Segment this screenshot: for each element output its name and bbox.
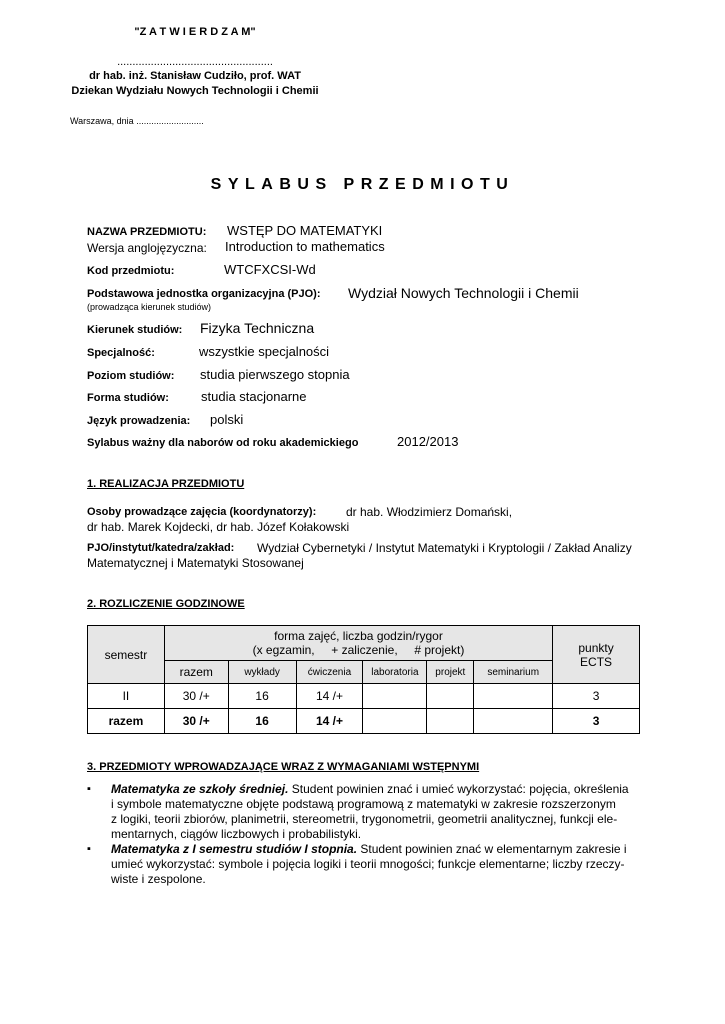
prereq-text: Student powinien znać w elementarnym zakresie i <box>360 842 627 856</box>
subheader-projekt: projekt <box>427 661 474 684</box>
prereq-text: z logiki, teorii zbiorów, planimetrii, stereometrii, trygonometrii, geometrii analitycznej, funkcji ele- <box>111 812 618 826</box>
cell-ects: 3 <box>553 709 640 734</box>
level-value: studia pierwszego stopnia <box>200 367 350 382</box>
cell-cwiczenia: 14 /+ <box>296 684 363 709</box>
cell-cwiczenia: 14 /+ <box>296 709 363 734</box>
unit-label: PJO/instytut/katedra/zakład: <box>87 542 235 554</box>
english-value: Introduction to mathematics <box>225 239 385 254</box>
header-form-line2: (x egzamin, + zaliczenie, # projekt) <box>252 643 465 657</box>
signature-line: ................................................... <box>117 56 273 68</box>
header-semester: semestr <box>88 626 165 684</box>
bullet-icon: ▪ <box>87 783 91 795</box>
valid-value: 2012/2013 <box>397 434 459 449</box>
lang-value: polski <box>210 412 244 427</box>
subheader-laboratoria: laboratoria <box>363 661 427 684</box>
code-label: Kod przedmiotu: <box>87 265 175 277</box>
persons-label: Osoby prowadzące zajęcia (koordynatorzy): <box>87 506 317 518</box>
cell-projekt <box>427 709 474 734</box>
pjo-label: Podstawowa jednostka organizacyjna (PJO): <box>87 288 321 300</box>
table-row <box>88 684 640 709</box>
list-item <box>87 782 647 842</box>
prereq-text: umieć wykorzystać: symbole i pojęcia logiki i teorii mnogości; funkcje elementarne; liczby rzeczy- <box>111 857 625 871</box>
persons-value-2: dr hab. Marek Kojdecki, dr hab. Józef Kołakowski <box>87 520 350 534</box>
header-ects-label: punkty ECTS <box>578 640 614 669</box>
cell-laboratoria <box>363 684 427 709</box>
page-title: SYLABUS PRZEDMIOTU <box>210 176 515 193</box>
cell-razem: 30 /+ <box>164 684 228 709</box>
prereq-title: Matematyka ze szkoły średniej. <box>111 782 289 796</box>
unit-value-1: Wydział Cybernetyki / Instytut Matematyki i Kryptologii / Zakład Analizy <box>257 541 632 555</box>
list-item <box>87 842 647 887</box>
section2-heading: 2. ROZLICZENIE GODZINOWE <box>87 598 245 610</box>
name-label: NAZWA PRZEDMIOTU: <box>87 226 207 238</box>
prereq-text: wiste i zespolone. <box>111 872 206 886</box>
direction-value: Fizyka Techniczna <box>200 320 315 336</box>
persons-value-1: dr hab. Włodzimierz Domański, <box>346 505 513 519</box>
name-value: WSTĘP DO MATEMATYKI <box>227 223 383 238</box>
prereq-text: Student powinien znać i umieć wykorzystać: pojęcia, określenia <box>291 782 629 796</box>
table-row-total <box>88 709 640 734</box>
cell-wyklady: 16 <box>228 684 296 709</box>
cell-seminarium <box>474 709 553 734</box>
hours-table <box>87 625 640 734</box>
unit-value-2: Matematycznej i Matematyki Stosowanej <box>87 556 304 570</box>
prereq-title: Matematyka z I semestru studiów I stopnia. <box>111 842 358 856</box>
pjo-value: Wydział Nowych Technologii i Chemii <box>348 285 579 301</box>
spec-value: wszystkie specjalności <box>199 344 330 359</box>
level-label: Poziom studiów: <box>87 370 175 382</box>
prereq-text: mentarnych, ciągów liczbowych i probabilistyki. <box>111 827 362 841</box>
cell-seminarium <box>474 684 553 709</box>
subheader-razem: razem <box>164 661 228 684</box>
section1-heading: 1. REALIZACJA PRZEDMIOTU <box>87 478 245 490</box>
spec-label: Specjalność: <box>87 347 155 359</box>
cell-projekt <box>427 684 474 709</box>
valid-label: Sylabus ważny dla naborów od roku akademickiego <box>87 437 359 449</box>
prereq-text: i symbole matematyczne objęte podstawą programową z matematyki w zakresie rozszerzonym <box>111 797 616 811</box>
bullet-icon: ▪ <box>87 843 91 855</box>
cell-semester: razem <box>88 709 165 734</box>
place-date: Warszawa, dnia ........................... <box>70 116 204 126</box>
code-value: WTCFXCSI-Wd <box>224 262 316 277</box>
subheader-seminarium: seminarium <box>474 661 553 684</box>
signer-name: dr hab. inż. Stanisław Cudziło, prof. WAT <box>89 70 301 82</box>
english-label: Wersja anglojęzyczna: <box>87 241 207 255</box>
signer-role: Dziekan Wydziału Nowych Technologii i Chemii <box>71 85 319 97</box>
cell-ects: 3 <box>553 684 640 709</box>
form-value: studia stacjonarne <box>201 389 307 404</box>
subheader-wyklady: wykłady <box>228 661 296 684</box>
header-form <box>164 626 552 661</box>
subheader-cwiczenia: ćwiczenia <box>296 661 363 684</box>
header-ects <box>553 626 640 684</box>
pjo-note: (prowadząca kierunek studiów) <box>87 302 212 312</box>
form-label: Forma studiów: <box>87 392 169 404</box>
section3-heading: 3. PRZEDMIOTY WPROWADZAJĄCE WRAZ Z WYMAGANIAMI WSTĘPNYMI <box>87 761 480 773</box>
lang-label: Język prowadzenia: <box>87 415 191 427</box>
cell-wyklady: 16 <box>228 709 296 734</box>
approval-heading: "Z A T W I E R D Z A M" <box>134 26 256 38</box>
cell-laboratoria <box>363 709 427 734</box>
cell-razem: 30 /+ <box>164 709 228 734</box>
direction-label: Kierunek studiów: <box>87 324 183 336</box>
cell-semester: II <box>88 684 165 709</box>
prerequisites-list <box>87 782 647 887</box>
header-form-line1: forma zajęć, liczba godzin/rygor <box>274 629 443 643</box>
